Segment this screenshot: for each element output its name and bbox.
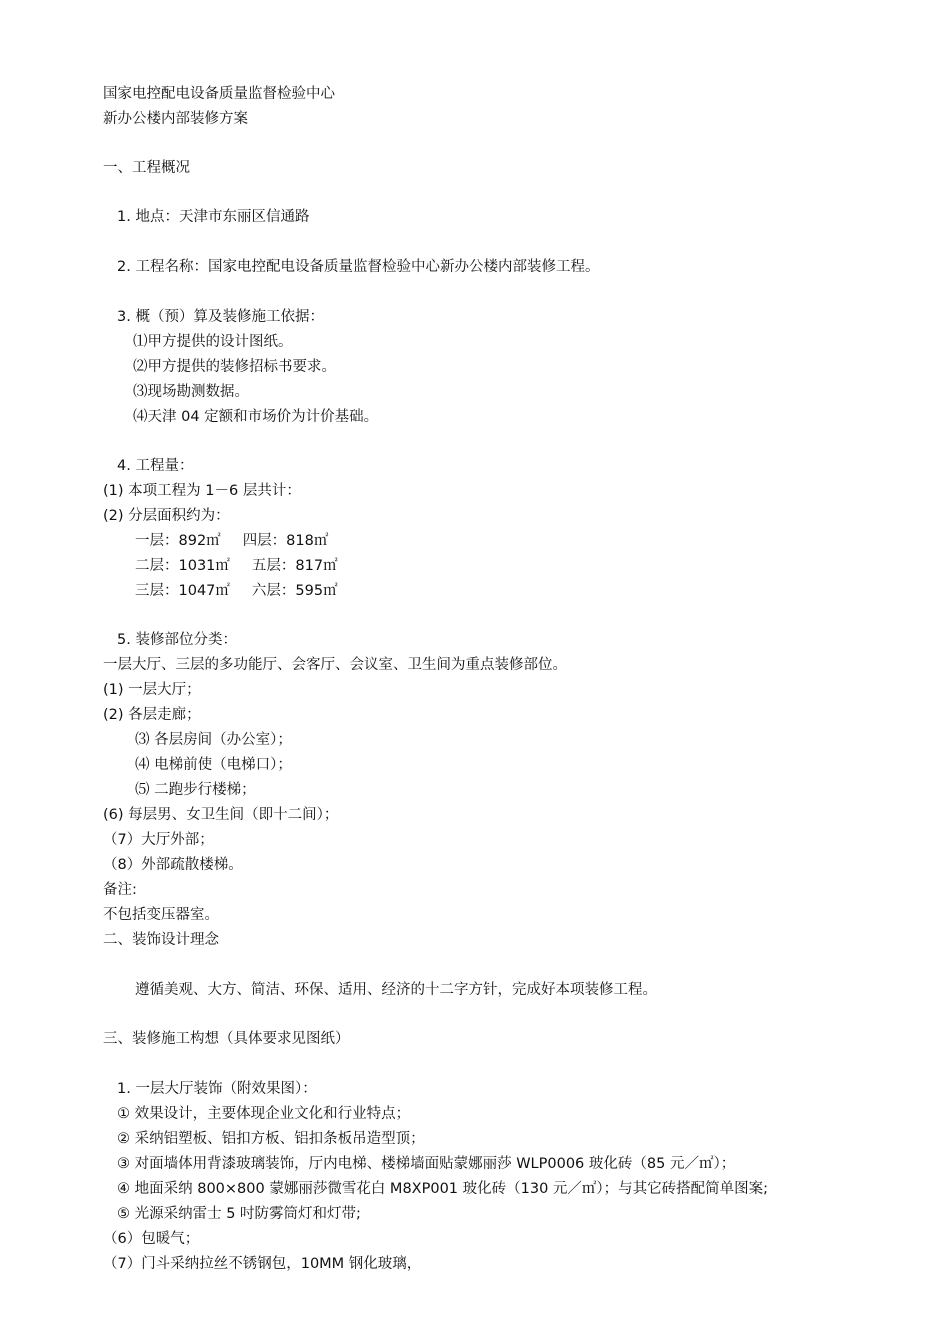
budget-basis-point: ⑵甲方提供的装修招标书要求。 bbox=[133, 359, 336, 375]
lobby-decoration-point: ③ 对面墙体用背漆玻璃装饰，厅内电梯、楼梯墙面贴蒙娜丽莎 WLP0006 玻化砖（85 元／㎡）； bbox=[117, 1156, 736, 1172]
lobby-decoration-point: ⑤ 光源采纳雷士 5 吋防雾筒灯和灯带; bbox=[117, 1206, 361, 1222]
parts-point: ⑶ 各层房间（办公室）； bbox=[135, 732, 292, 748]
parts-point: ⑸ 二跑步行楼梯； bbox=[135, 782, 256, 798]
floor-area-value: 四层：818㎡ bbox=[242, 533, 329, 549]
section-3-heading: 三、装修施工构想（具体要求见图纸） bbox=[103, 1031, 350, 1047]
quantity-point-area: (2) 分层面积约为： bbox=[103, 508, 230, 524]
parts-point: ⑷ 电梯前使（电梯口）； bbox=[135, 757, 292, 773]
parts-point: (1) 一层大厅； bbox=[103, 682, 201, 698]
floor-area-row bbox=[135, 530, 328, 552]
note-text: 不包括变压器室。 bbox=[103, 907, 219, 923]
parts-point: （7）大厅外部； bbox=[103, 832, 214, 848]
floor-area-value: 三层：1047㎡ bbox=[135, 583, 230, 599]
lobby-decoration-point: （7）门斗采纳拉丝不锈钢包，10MM 钢化玻璃， bbox=[103, 1256, 422, 1272]
section-2-heading: 二、装饰设计理念 bbox=[103, 932, 219, 948]
document-title-line-1: 国家电控配电设备质量监督检验中心 bbox=[103, 86, 335, 102]
lobby-decoration-point: ④ 地面采纳 800×800 蒙娜丽莎微雪花白 M8XP001 玻化砖（130 元／㎡）；与其它砖搭配简单图案; bbox=[117, 1181, 769, 1197]
floor-area-value: 二层：1031㎡ bbox=[135, 558, 230, 574]
floor-area-value: 一层：892㎡ bbox=[135, 533, 221, 549]
item-project-name: 2. 工程名称：国家电控配电设备质量监督检验中心新办公楼内部装修工程。 bbox=[117, 259, 600, 275]
lobby-decoration-point: ② 采纳铝塑板、铝扣方板、铝扣条板吊造型顶； bbox=[117, 1131, 425, 1147]
item-budget-basis-heading: 3. 概（预）算及装修施工依据： bbox=[117, 309, 324, 325]
parts-point: （8）外部疏散楼梯。 bbox=[103, 857, 243, 873]
lobby-decoration-point: ① 效果设计，主要体现企业文化和行业特点； bbox=[117, 1106, 411, 1122]
budget-basis-point: ⑴甲方提供的设计图纸。 bbox=[133, 334, 293, 350]
floor-area-row bbox=[135, 555, 338, 577]
budget-basis-point: ⑶现场勘测数据。 bbox=[133, 384, 249, 400]
document-title-line-2: 新办公楼内部装修方案 bbox=[103, 111, 248, 127]
parts-point: (6) 每层男、女卫生间（即十二间）； bbox=[103, 807, 339, 823]
quantity-point-floors: (1) 本项工程为 1－6 层共计： bbox=[103, 483, 301, 499]
section-1-heading: 一、工程概况 bbox=[103, 160, 190, 176]
note-label: 备注: bbox=[103, 882, 137, 898]
item-quantity-heading: 4. 工程量： bbox=[117, 458, 194, 474]
item-parts-heading: 5. 装修部位分类： bbox=[117, 632, 237, 648]
floor-area-value: 六层：595㎡ bbox=[251, 583, 338, 599]
design-concept-text: 遵循美观、大方、简洁、环保、适用、经济的十二字方针，完成好本项装修工程。 bbox=[135, 982, 657, 998]
item-location: 1. 地点：天津市东丽区信通路 bbox=[117, 209, 310, 225]
parts-point: (2) 各层走廊； bbox=[103, 707, 201, 723]
floor-area-value: 五层：817㎡ bbox=[251, 558, 338, 574]
budget-basis-point: ⑷天津 04 定额和市场价为计价基础。 bbox=[133, 409, 379, 425]
lobby-decoration-point: （6）包暖气； bbox=[103, 1231, 200, 1247]
lobby-decoration-heading: 1. 一层大厅装饰（附效果图）： bbox=[117, 1081, 317, 1097]
parts-intro: 一层大厅、三层的多功能厅、会客厅、会议室、卫生间为重点装修部位。 bbox=[103, 657, 567, 673]
floor-area-row bbox=[135, 580, 338, 602]
